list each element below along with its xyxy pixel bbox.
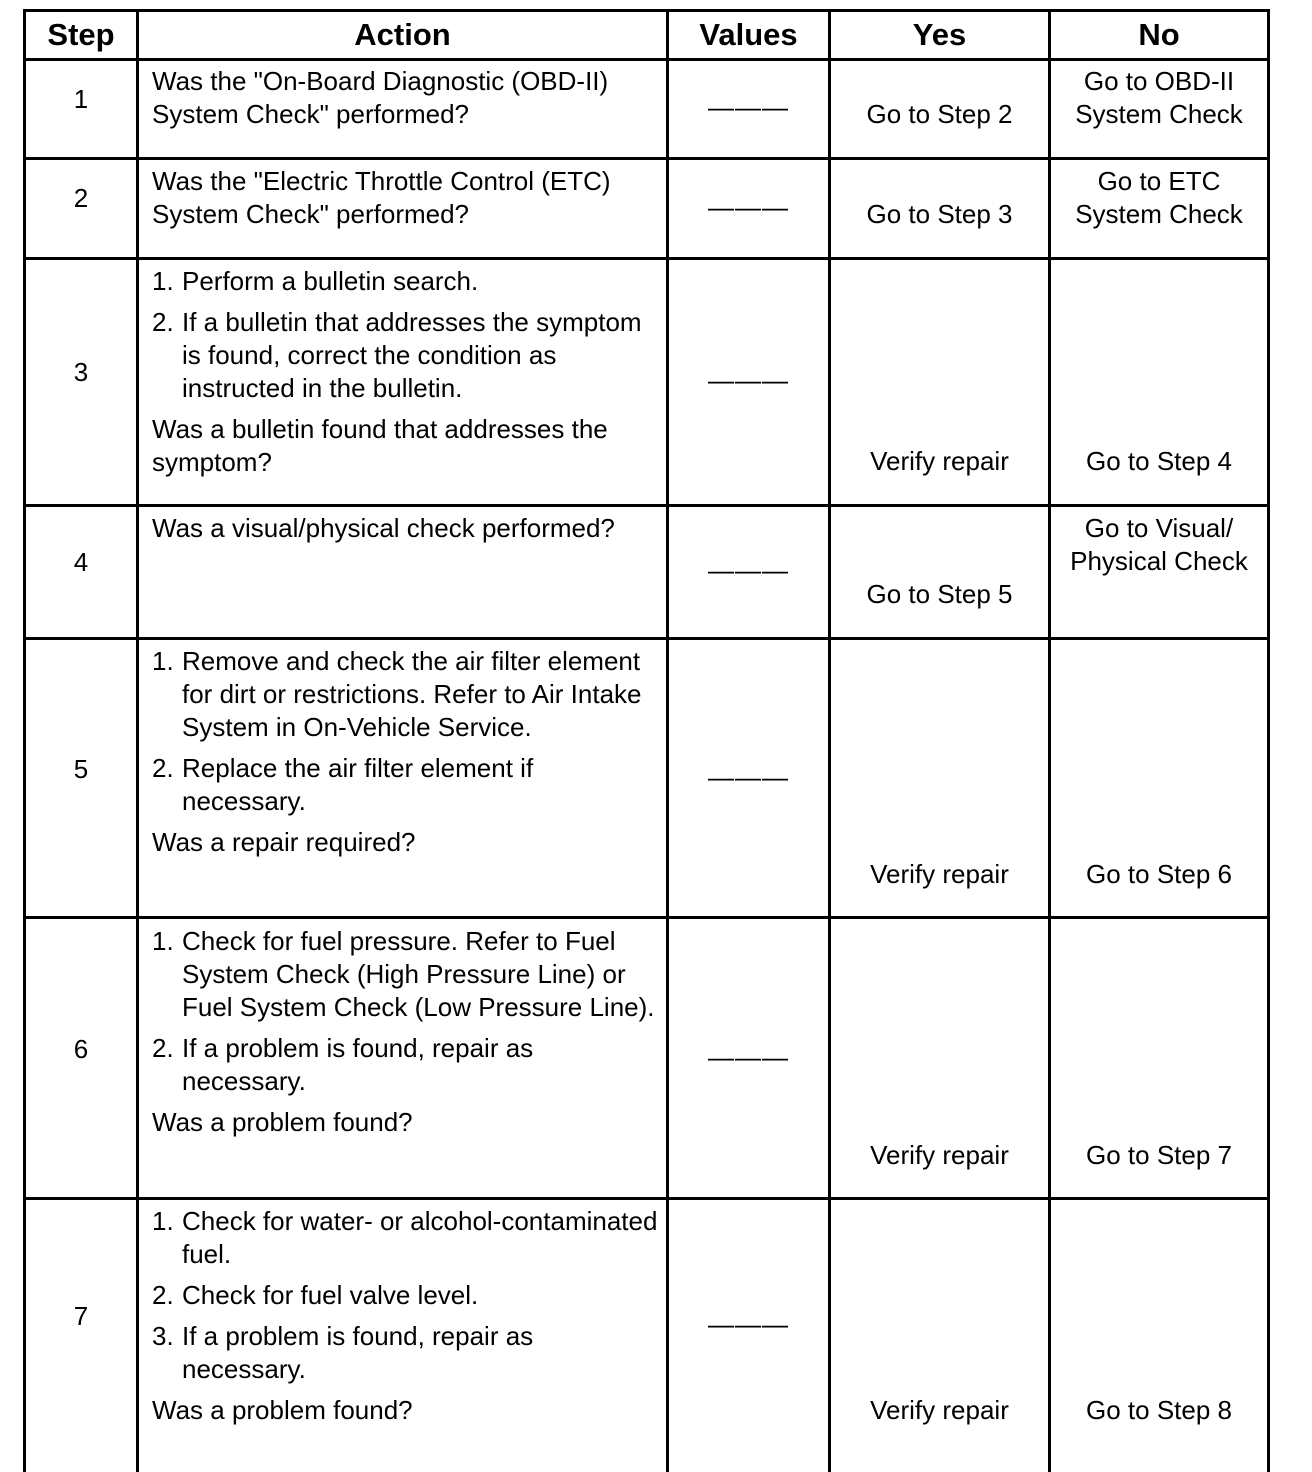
action-step-item: 2. Check for fuel valve level. <box>152 1280 479 1310</box>
action-block <box>152 645 658 859</box>
action-step-item: 2. Replace the air filter element if necessary. <box>152 753 534 816</box>
action-question: Was a repair required? <box>152 827 416 857</box>
action-step-item: 1. Check for water- or alcohol-contaminated fuel. <box>152 1206 658 1269</box>
value-placeholder: ——— <box>708 192 789 222</box>
no-link[interactable]: Go to Step 8 <box>1086 1395 1232 1425</box>
step-number: 1 <box>73 84 89 114</box>
no-link[interactable]: Go to Step 7 <box>1086 1140 1232 1170</box>
no-link[interactable]: Go to Step 6 <box>1086 859 1232 889</box>
column-divider <box>136 12 139 1472</box>
yes-link[interactable]: Verify repair <box>870 446 1009 476</box>
action-block <box>152 265 658 479</box>
step-number: 3 <box>73 357 89 387</box>
row-divider <box>26 257 1267 260</box>
no-link[interactable]: Go to OBD-II System Check <box>1075 66 1243 129</box>
row-divider <box>26 157 1267 160</box>
value-placeholder: ——— <box>708 1042 789 1072</box>
no-link[interactable]: Go to Step 4 <box>1086 446 1232 476</box>
column-divider <box>1048 12 1051 1472</box>
action-block <box>152 925 662 1139</box>
row-divider <box>26 1197 1267 1200</box>
value-placeholder: ——— <box>708 1309 789 1339</box>
action-step-item: 2. If a bulletin that addresses the symptom is found, correct the condition as instructed in the bulletin. <box>152 307 642 403</box>
action-question: Was a problem found? <box>152 1107 413 1137</box>
step-number: 2 <box>73 183 89 213</box>
action-step-item: 3. If a problem is found, repair as necessary. <box>152 1321 534 1384</box>
value-placeholder: ——— <box>708 762 789 792</box>
value-placeholder: ——— <box>708 365 789 395</box>
row-divider <box>26 637 1267 640</box>
value-placeholder: ——— <box>708 555 789 585</box>
yes-link[interactable]: Go to Step 5 <box>866 579 1013 609</box>
action-question: Was a visual/physical check performed? <box>152 513 615 543</box>
header-step: Step <box>47 17 115 52</box>
step-number: 5 <box>73 754 89 784</box>
action-question: Was the "Electric Throttle Control (ETC) System Check" performed? <box>152 166 611 229</box>
header-values: Values <box>699 17 798 52</box>
action-step-item: 1. Check for fuel pressure. Refer to Fuel System Check (High Pressure Line) or Fuel System Check (Low Pressure Line). <box>152 926 655 1022</box>
no-link[interactable]: Go to Visual/ Physical Check <box>1070 513 1248 576</box>
action-step-item: 1. Perform a bulletin search. <box>152 266 479 296</box>
action-block <box>152 1205 658 1427</box>
no-link[interactable]: Go to ETC System Check <box>1075 166 1243 229</box>
diagnostic-table <box>23 9 1270 1472</box>
yes-link[interactable]: Verify repair <box>870 1395 1009 1425</box>
step-number: 7 <box>73 1301 89 1331</box>
value-placeholder: ——— <box>708 92 789 122</box>
action-step-item: 1. Remove and check the air filter element for dirt or restrictions. Refer to Air Intake System in On-Vehicle Service. <box>152 646 642 742</box>
yes-link[interactable]: Verify repair <box>870 1140 1009 1170</box>
yes-link[interactable]: Go to Step 3 <box>866 199 1013 229</box>
action-step-item: 2. If a problem is found, repair as necessary. <box>152 1033 534 1096</box>
header-action: Action <box>354 17 451 52</box>
column-divider <box>666 12 669 1472</box>
action-question: Was the "On-Board Diagnostic (OBD-II) System Check" performed? <box>152 66 609 129</box>
yes-link[interactable]: Verify repair <box>870 859 1009 889</box>
row-divider <box>26 504 1267 507</box>
header-no: No <box>1138 17 1180 52</box>
row-divider <box>26 916 1267 919</box>
row-divider <box>26 58 1267 61</box>
action-question: Was a problem found? <box>152 1395 413 1425</box>
yes-link[interactable]: Go to Step 2 <box>866 99 1013 129</box>
column-divider <box>828 12 831 1472</box>
step-number: 6 <box>73 1034 89 1064</box>
action-question: Was a bulletin found that addresses the symptom? <box>152 414 608 477</box>
header-yes: Yes <box>912 17 967 52</box>
step-number: 4 <box>73 547 89 577</box>
